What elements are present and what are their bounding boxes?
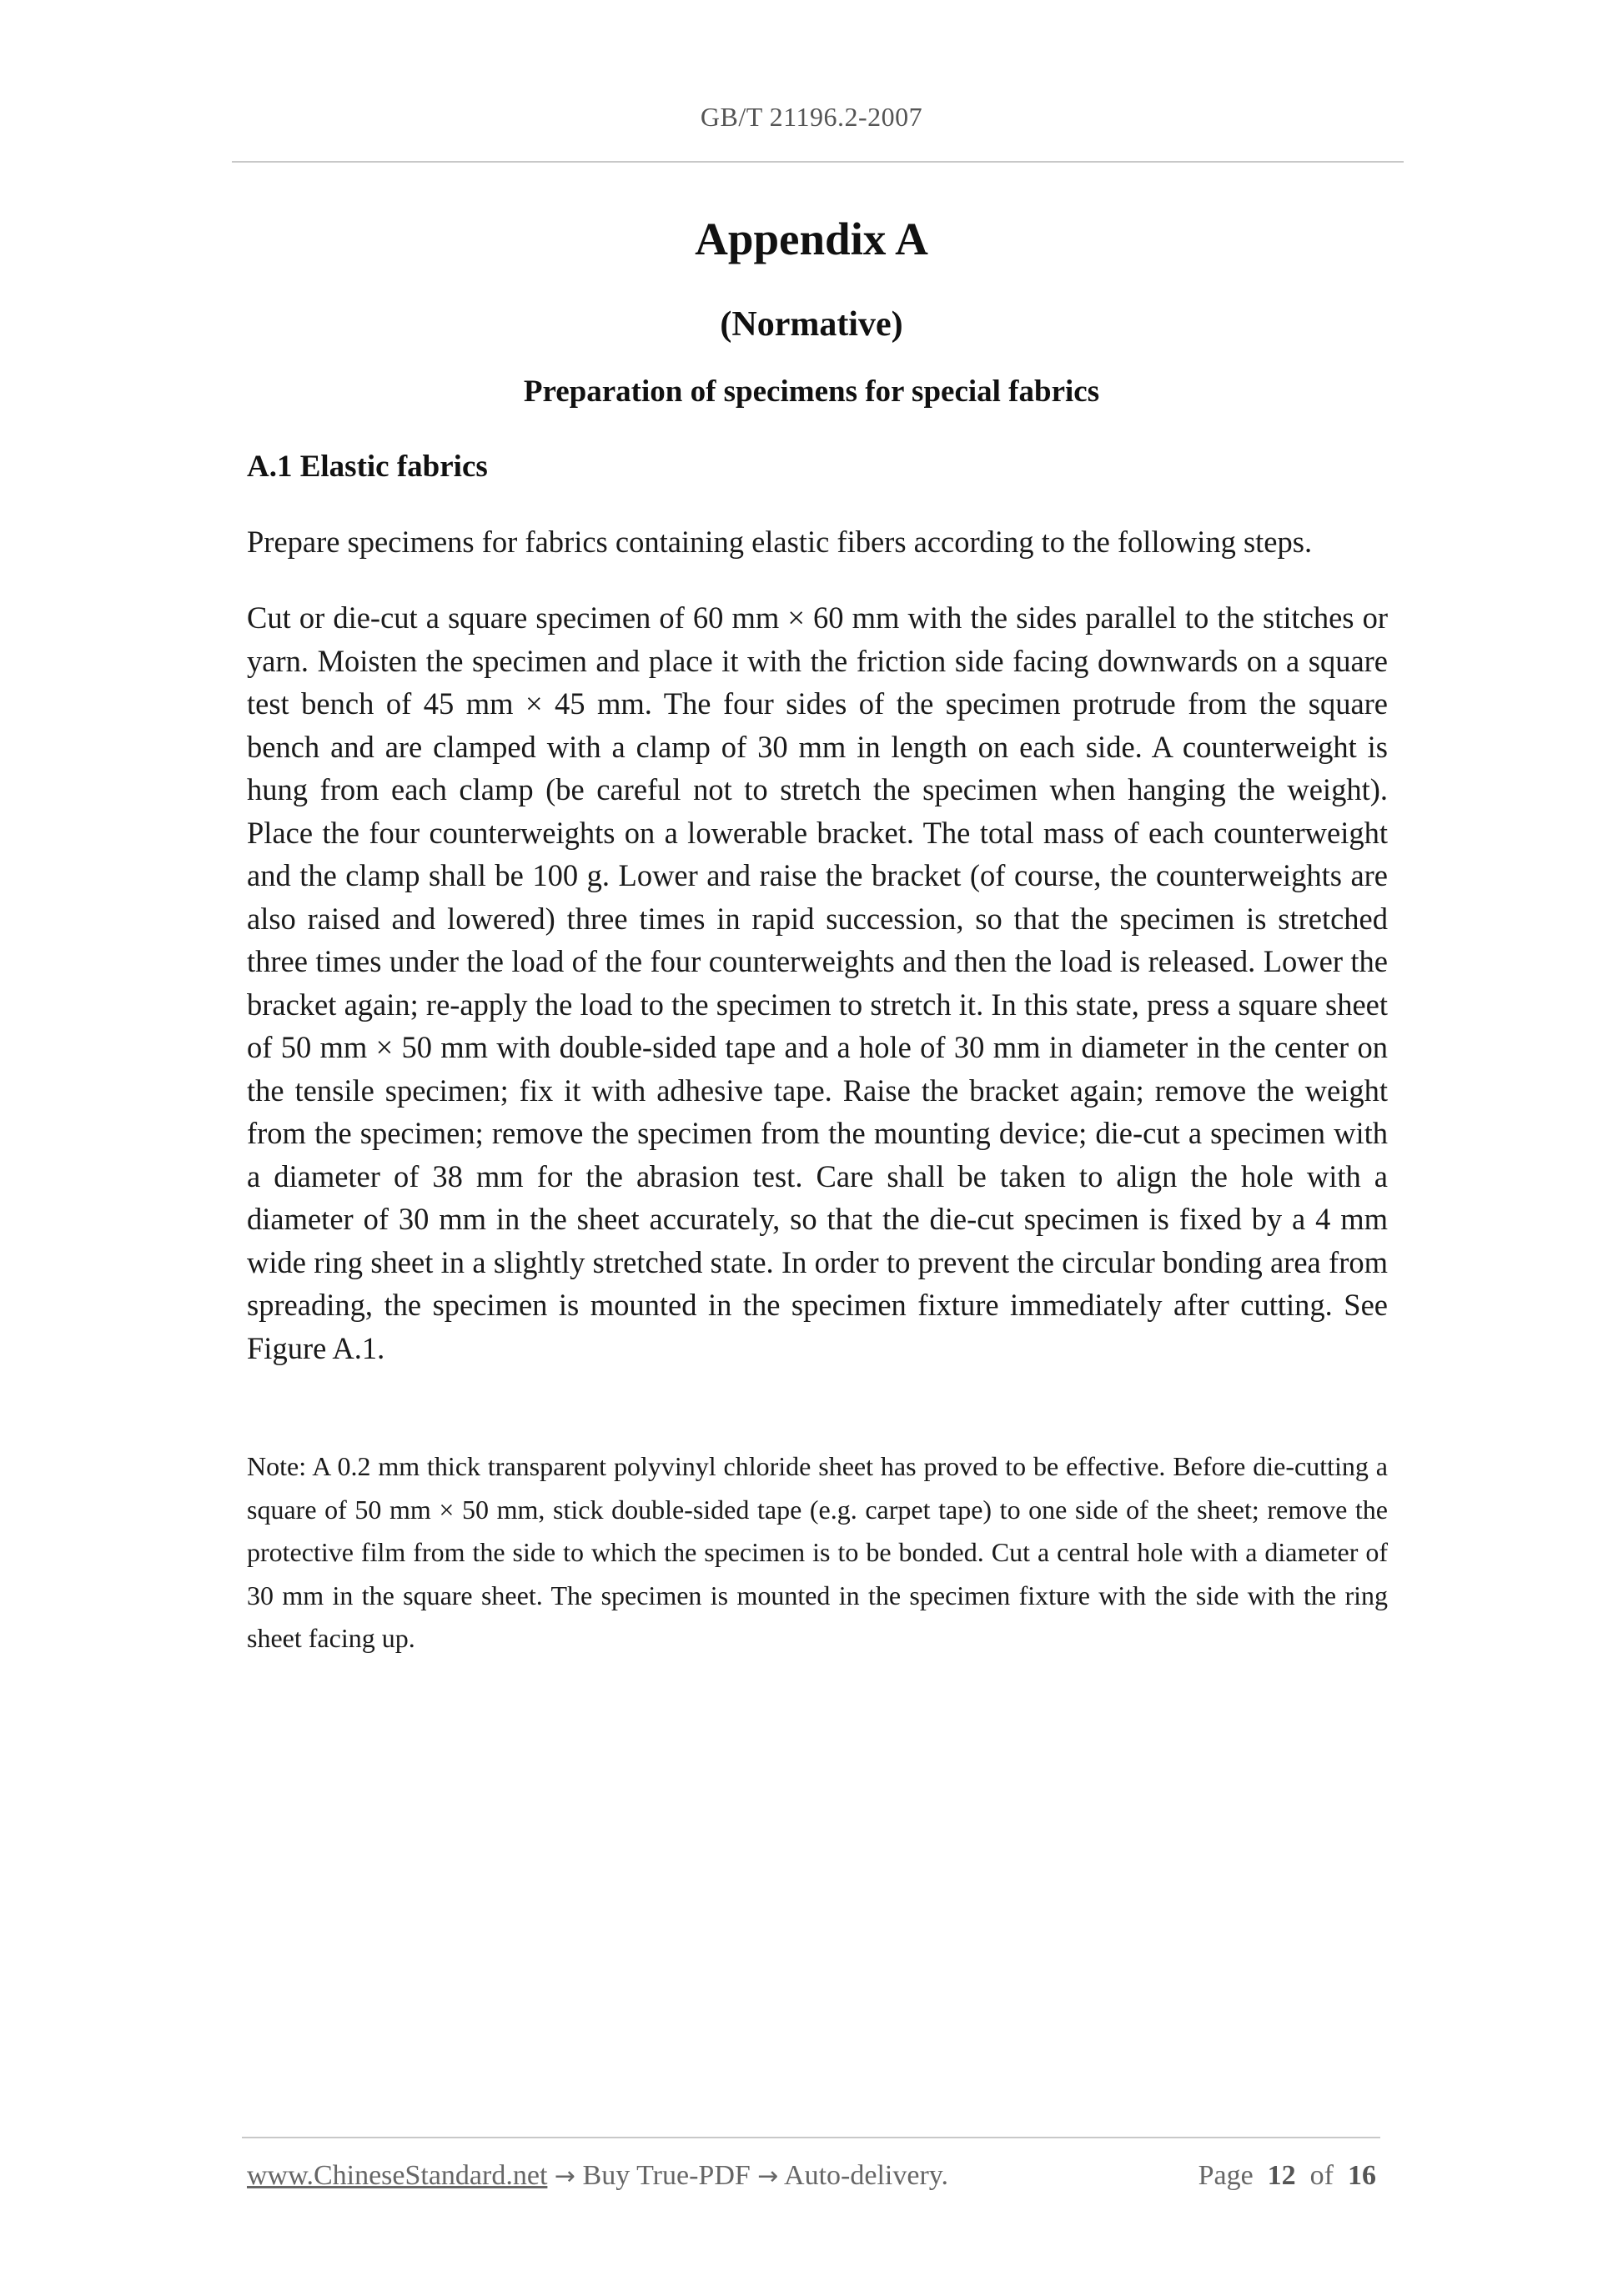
appendix-status: (Normative) [720, 305, 903, 344]
page-of: of [1309, 2160, 1334, 2191]
page-current: 12 [1267, 2160, 1296, 2191]
page-header: GB/T 21196.2-2007 [700, 102, 923, 132]
page-label: Page [1198, 2160, 1254, 2191]
arrow-icon: → [757, 2162, 779, 2191]
buy-text: Buy True-PDF [582, 2160, 751, 2191]
note-paragraph: Note: A 0.2 mm thick transparent polyvinyl chloride sheet has proved to be effective. Before die-cutting a square of 50 mm × 50 mm, stick double-sided tape (e.g. carpet tape) to one side of the sheet; remove the protective film from the side to which the specimen is to be bonded. Cut a central hole with a diameter of 30 mm in the square sheet. The specimen is mounted in the specimen fixture with the side with the ring sheet facing up. [247, 1451, 1388, 1653]
section-heading: A.1 Elastic fabrics [247, 450, 488, 484]
procedure-paragraph: Cut or die-cut a square specimen of 60 mm × 60 mm with the sides parallel to the stitches or yarn. Moisten the specimen and place it with the friction side facing downwards on a square test bench of 45 mm × 45 mm. The four sides of the specimen protrude from the square bench and are clamped with a clamp of 30 mm in length on each side. A counterweight is hung from each clamp (be careful not to stretch the specimen when hanging the weight). Place the four counterweights on a lowerable bracket. The total mass of each counterweight and the clamp shall be 100 g. Lower and raise the bracket (of course, the counterweights are also raised and lowered) three times in rapid succession, so that the specimen is stretched three times under the load of the four counterweights and then the load is released. Lower the bracket again; re-apply the load to the specimen to stretch it. In this state, press a square sheet of 50 mm × 50 mm with double-sided tape and a hole of 30 mm in diameter in the center on the tensile specimen; fix it with adhesive tape. Raise the bracket again; remove the weight from the specimen; remove the specimen from the mounting device; die-cut a specimen with a diameter of 38 mm for the abrasion test. Care shall be taken to align the hole with a diameter of 30 mm in the sheet accurately, so that the die-cut specimen is fixed by a 4 mm wide ring sheet in a slightly stretched state. In order to prevent the circular bonding area from spreading, the specimen is mounted in the specimen fixture immediately after cutting. See Figure A.1. [247, 600, 1388, 1365]
page-number [1198, 2160, 1376, 2192]
appendix-subtitle: Preparation of specimens for special fabrics [523, 374, 1100, 409]
intro-paragraph: Prepare specimens for fabrics containing elastic fibers according to the following steps. [247, 525, 1313, 559]
site-link[interactable]: www.ChineseStandard.net [247, 2160, 548, 2191]
arrow-icon: → [554, 2162, 576, 2191]
page-total: 16 [1348, 2160, 1376, 2191]
delivery-text: Auto-delivery. [784, 2160, 949, 2191]
header-divider [232, 161, 1404, 163]
footer-left [247, 2160, 948, 2192]
footer-divider [242, 2137, 1380, 2138]
appendix-title: Appendix A [695, 214, 928, 264]
